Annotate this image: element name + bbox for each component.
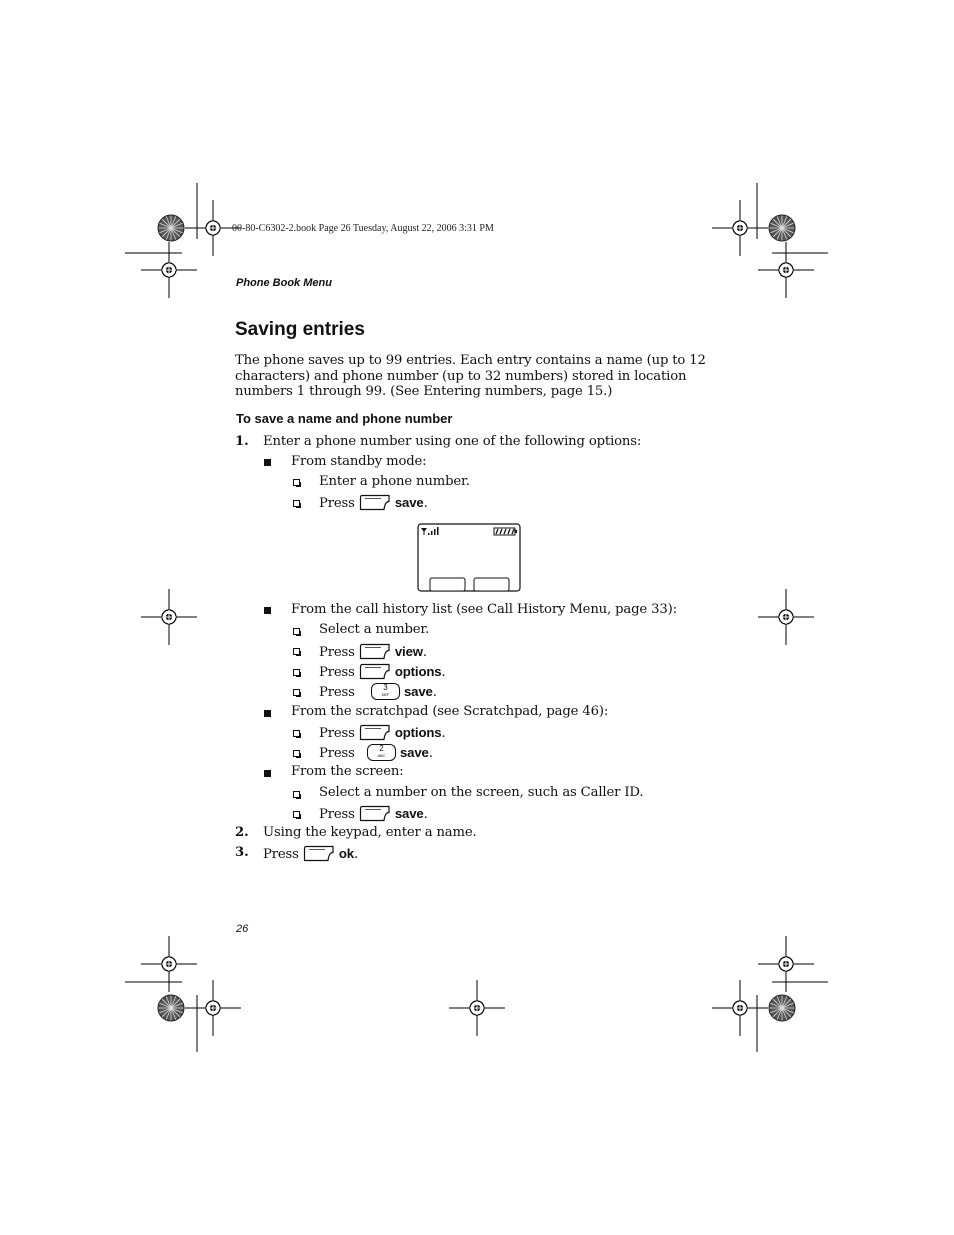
procedure-heading: To save a name and phone number xyxy=(236,411,453,426)
bullet-box xyxy=(293,500,300,507)
soft-key-icon xyxy=(359,724,391,741)
key-name: save xyxy=(394,806,424,821)
substep-press: Press view. xyxy=(319,644,427,660)
page-number: 26 xyxy=(236,923,249,935)
intro-paragraph: The phone saves up to 99 entries. Each entry contains a name (up to 12 characters) and phone number (up to 32 numbers) stored in location numbers 1 through 99. (See Entering numbers, page 15.) xyxy=(235,353,706,399)
bullet-box xyxy=(293,791,300,798)
key-name: save xyxy=(394,495,424,510)
option-text: From the call history list (see Call History Menu, page 33): xyxy=(291,602,677,617)
starburst-target-icon xyxy=(158,995,184,1021)
registration-mark-icon xyxy=(758,242,814,298)
key-name: options xyxy=(394,664,442,679)
soft-key-icon xyxy=(359,663,391,680)
soft-key-icon xyxy=(359,643,391,660)
substep-text: Select a number on the screen, such as Caller ID. xyxy=(319,785,644,800)
option-text: From the scratchpad (see Scratchpad, page 46): xyxy=(291,704,609,719)
substep-press: Press save. xyxy=(319,495,428,511)
soft-key-icon xyxy=(359,805,391,822)
bullet-square xyxy=(264,607,271,614)
bullet-square xyxy=(264,459,271,466)
phone-screen-illustration xyxy=(417,523,522,593)
bullet-square xyxy=(264,770,271,777)
registration-mark-icon xyxy=(712,200,768,256)
step-number: 2. xyxy=(235,825,249,840)
substep-press: Press 2 ABC save. xyxy=(319,744,433,761)
registration-mark-icon xyxy=(141,936,197,992)
bullet-box xyxy=(293,811,300,818)
print-slug: 00-80-C6302-2.book Page 26 Tuesday, August 22, 2006 3:31 PM xyxy=(232,223,494,234)
step-number: 1. xyxy=(235,434,249,449)
option-text: From the screen: xyxy=(291,764,404,779)
registration-mark-icon xyxy=(758,589,814,645)
keypad-key-icon: 2 ABC xyxy=(367,744,396,761)
bullet-box xyxy=(293,648,300,655)
step-text: Using the keypad, enter a name. xyxy=(263,825,477,840)
press-label: Press xyxy=(319,496,355,511)
substep-press: Press save. xyxy=(319,806,428,822)
registration-mark-icon xyxy=(712,980,768,1036)
soft-key-icon xyxy=(303,845,335,862)
bullet-box xyxy=(293,479,300,486)
bullet-square xyxy=(264,710,271,717)
keypad-key-icon: 3 DEF xyxy=(371,683,400,700)
key-name: save xyxy=(399,745,429,760)
substep-press: Press options. xyxy=(319,725,446,741)
key-name: view xyxy=(394,644,423,659)
registration-mark-icon xyxy=(141,242,197,298)
step-press: Press ok. xyxy=(263,846,359,862)
substep-press: Press 3 DEF save. xyxy=(319,683,437,700)
step-number: 3. xyxy=(235,845,249,860)
key-name: save xyxy=(404,684,433,699)
bullet-box xyxy=(293,689,300,696)
bullet-box xyxy=(293,628,300,635)
bullet-box xyxy=(293,750,300,757)
starburst-target-icon xyxy=(158,215,184,241)
section-header: Phone Book Menu xyxy=(236,277,332,289)
registration-mark-icon xyxy=(185,980,241,1036)
key-name: options xyxy=(394,725,442,740)
key-name: ok xyxy=(338,846,354,861)
registration-mark-icon xyxy=(449,980,505,1036)
starburst-target-icon xyxy=(769,215,795,241)
soft-key-icon xyxy=(359,494,391,511)
page-title: Saving entries xyxy=(235,319,365,340)
substep-text: Select a number. xyxy=(319,622,430,637)
starburst-target-icon xyxy=(769,995,795,1021)
registration-mark-icon xyxy=(141,589,197,645)
substep-text: Enter a phone number. xyxy=(319,474,470,489)
registration-mark-icon xyxy=(758,936,814,992)
bullet-box xyxy=(293,730,300,737)
step-text: Enter a phone number using one of the following options: xyxy=(263,434,642,449)
option-text: From standby mode: xyxy=(291,454,427,469)
bullet-box xyxy=(293,669,300,676)
substep-press: Press options. xyxy=(319,664,446,680)
